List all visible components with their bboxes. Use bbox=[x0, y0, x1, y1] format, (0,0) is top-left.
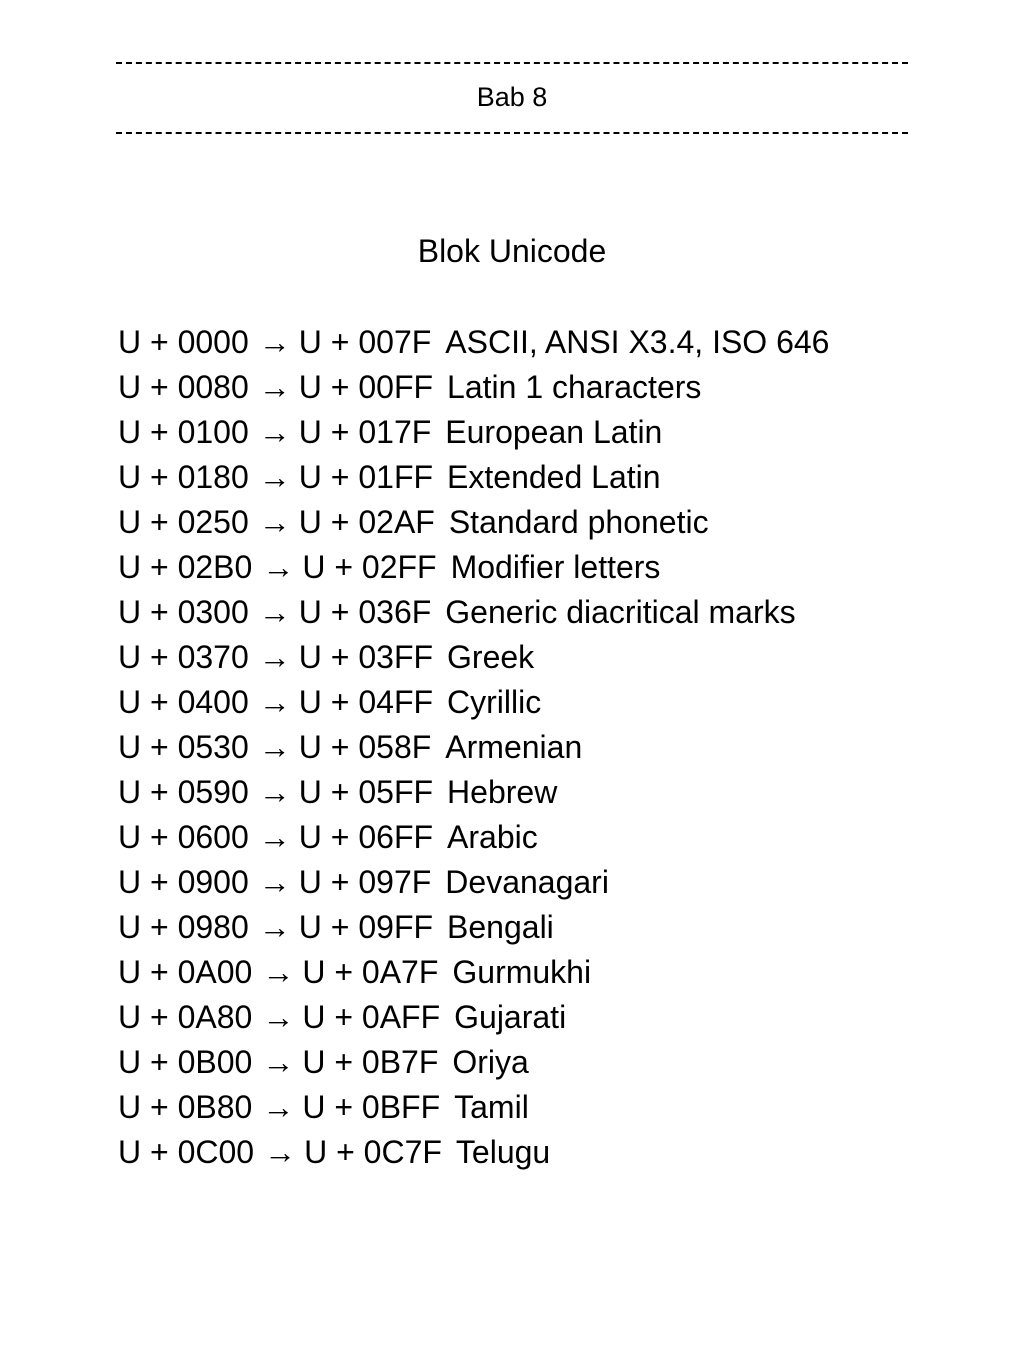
unicode-block-row bbox=[118, 500, 829, 545]
arrow-right-icon: → bbox=[258, 909, 291, 945]
block-name: Tamil bbox=[454, 1089, 529, 1125]
block-name: Armenian bbox=[445, 729, 583, 765]
arrow-right-icon: → bbox=[258, 414, 291, 450]
range-start: U + 0C00 bbox=[118, 1134, 255, 1170]
arrow-right-icon: → bbox=[262, 954, 295, 990]
page-title: Blok Unicode bbox=[417, 233, 607, 269]
range-start: U + 0980 bbox=[118, 909, 249, 945]
range-start: U + 0B00 bbox=[118, 1044, 253, 1080]
block-name: Telugu bbox=[455, 1134, 551, 1170]
unicode-block-row bbox=[118, 680, 829, 725]
range-start: U + 0A00 bbox=[118, 954, 253, 990]
range-start: U + 02B0 bbox=[118, 549, 253, 585]
unicode-block-row bbox=[118, 545, 829, 590]
range-start: U + 0250 bbox=[118, 504, 249, 540]
range-start: U + 0080 bbox=[118, 369, 249, 405]
unicode-block-row bbox=[118, 1040, 829, 1085]
unicode-block-row bbox=[118, 635, 829, 680]
block-name: Generic diacritical marks bbox=[445, 594, 796, 630]
arrow-right-icon: → bbox=[258, 684, 291, 720]
range-start: U + 0000 bbox=[118, 324, 249, 360]
unicode-block-row bbox=[118, 455, 829, 500]
unicode-block-row bbox=[118, 410, 829, 455]
range-end: U + 00FF bbox=[298, 369, 434, 405]
arrow-right-icon: → bbox=[258, 729, 291, 765]
unicode-block-row bbox=[118, 590, 829, 635]
block-name: Standard phonetic bbox=[448, 504, 709, 540]
block-name: Extended Latin bbox=[447, 459, 661, 495]
range-start: U + 0300 bbox=[118, 594, 249, 630]
range-end: U + 03FF bbox=[298, 639, 434, 675]
range-start: U + 0A80 bbox=[118, 999, 253, 1035]
block-name: ASCII, ANSI X3.4, ISO 646 bbox=[445, 324, 830, 360]
arrow-right-icon: → bbox=[258, 459, 291, 495]
range-end: U + 09FF bbox=[298, 909, 434, 945]
range-end: U + 06FF bbox=[298, 819, 434, 855]
range-end: U + 02AF bbox=[298, 504, 435, 540]
range-end: U + 0AFF bbox=[302, 999, 441, 1035]
range-end: U + 04FF bbox=[298, 684, 434, 720]
unicode-block-row bbox=[118, 950, 829, 995]
range-end: U + 0A7F bbox=[302, 954, 439, 990]
unicode-block-row bbox=[118, 995, 829, 1040]
range-end: U + 017F bbox=[298, 414, 432, 450]
range-start: U + 0600 bbox=[118, 819, 249, 855]
block-name: Arabic bbox=[447, 819, 538, 855]
range-start: U + 0530 bbox=[118, 729, 249, 765]
range-end: U + 01FF bbox=[298, 459, 434, 495]
arrow-right-icon: → bbox=[262, 1044, 295, 1080]
unicode-block-row bbox=[118, 815, 829, 860]
unicode-block-row bbox=[118, 725, 829, 770]
arrow-right-icon: → bbox=[258, 639, 291, 675]
unicode-block-row bbox=[118, 905, 829, 950]
arrow-right-icon: → bbox=[258, 504, 291, 540]
range-end: U + 058F bbox=[298, 729, 432, 765]
arrow-right-icon: → bbox=[258, 369, 291, 405]
unicode-block-row bbox=[118, 320, 829, 365]
range-start: U + 0900 bbox=[118, 864, 249, 900]
arrow-right-icon: → bbox=[258, 819, 291, 855]
range-end: U + 036F bbox=[298, 594, 432, 630]
header-divider-top bbox=[116, 62, 908, 64]
block-name: Bengali bbox=[447, 909, 554, 945]
range-end: U + 0BFF bbox=[302, 1089, 441, 1125]
range-start: U + 0370 bbox=[118, 639, 249, 675]
unicode-block-list bbox=[118, 320, 829, 1175]
unicode-block-row bbox=[118, 1130, 829, 1175]
arrow-right-icon: → bbox=[262, 1089, 295, 1125]
block-name: Gujarati bbox=[454, 999, 567, 1035]
range-end: U + 007F bbox=[298, 324, 432, 360]
arrow-right-icon: → bbox=[258, 864, 291, 900]
arrow-right-icon: → bbox=[258, 594, 291, 630]
range-end: U + 05FF bbox=[298, 774, 434, 810]
block-name: Latin 1 characters bbox=[447, 369, 702, 405]
unicode-block-row bbox=[118, 770, 829, 815]
block-name: Greek bbox=[447, 639, 535, 675]
range-start: U + 0400 bbox=[118, 684, 249, 720]
range-end: U + 0B7F bbox=[302, 1044, 439, 1080]
range-start: U + 0100 bbox=[118, 414, 249, 450]
header-divider-bottom bbox=[116, 132, 908, 134]
range-start: U + 0180 bbox=[118, 459, 249, 495]
range-end: U + 0C7F bbox=[304, 1134, 442, 1170]
block-name: Oriya bbox=[452, 1044, 529, 1080]
block-name: Devanagari bbox=[445, 864, 609, 900]
chapter-heading: Bab 8 bbox=[476, 82, 548, 112]
range-end: U + 097F bbox=[298, 864, 432, 900]
range-start: U + 0B80 bbox=[118, 1089, 253, 1125]
arrow-right-icon: → bbox=[262, 999, 295, 1035]
unicode-block-row bbox=[118, 860, 829, 905]
unicode-block-row bbox=[118, 365, 829, 410]
arrow-right-icon: → bbox=[258, 324, 291, 360]
block-name: Gurmukhi bbox=[452, 954, 592, 990]
unicode-block-row bbox=[118, 1085, 829, 1130]
range-end: U + 02FF bbox=[302, 549, 437, 585]
block-name: Hebrew bbox=[447, 774, 558, 810]
range-start: U + 0590 bbox=[118, 774, 249, 810]
arrow-right-icon: → bbox=[262, 549, 295, 585]
arrow-right-icon: → bbox=[264, 1134, 297, 1170]
arrow-right-icon: → bbox=[258, 774, 291, 810]
block-name: Modifier letters bbox=[450, 549, 661, 585]
block-name: Cyrillic bbox=[447, 684, 542, 720]
block-name: European Latin bbox=[445, 414, 663, 450]
